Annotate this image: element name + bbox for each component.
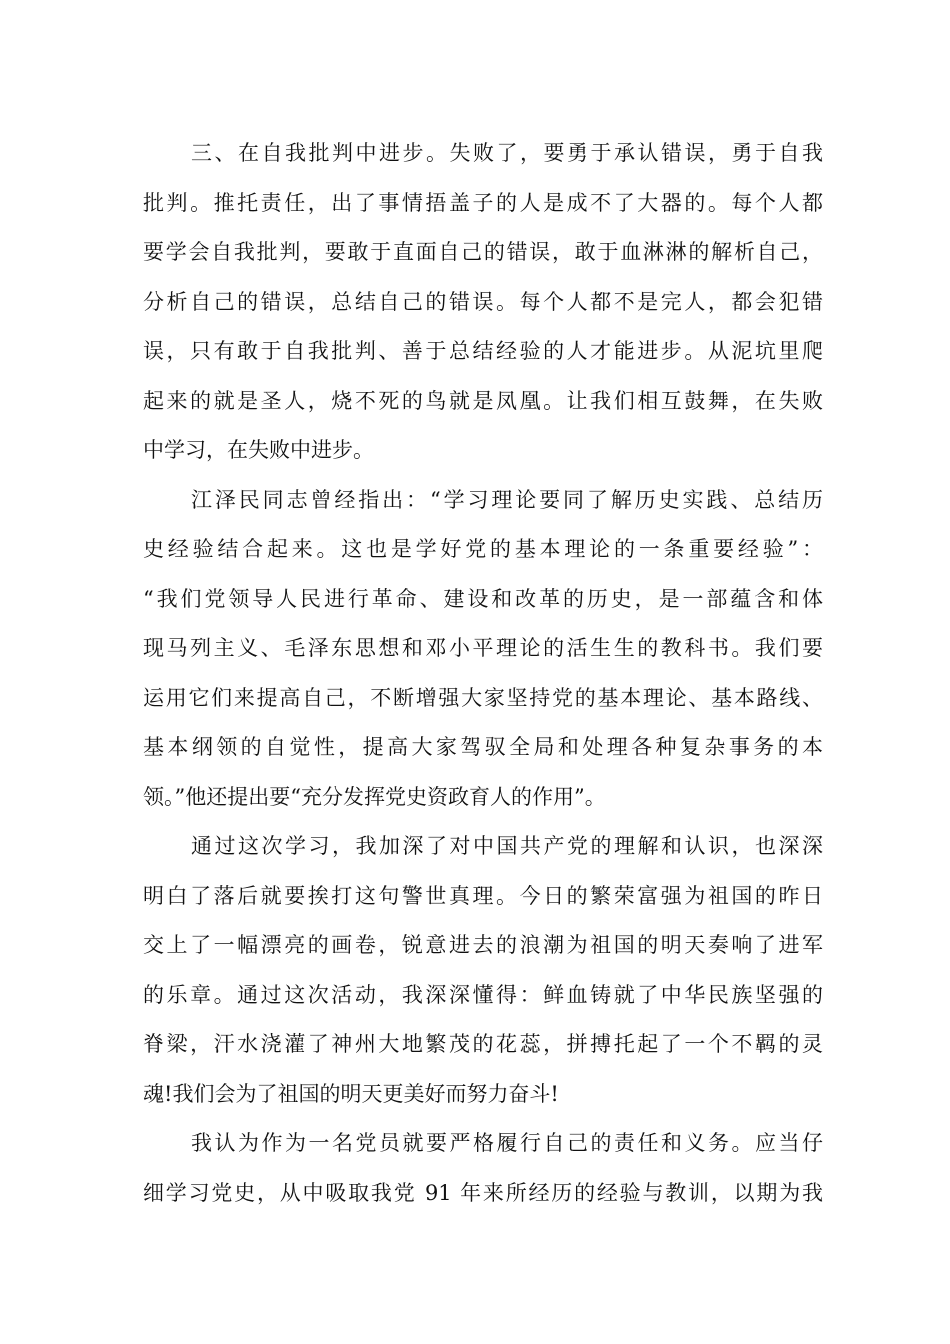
paragraph-line: 分析自己的错误，总结自己的错误。每个人都不是完人，都会犯错 [143,289,823,314]
paragraph-line: 细学习党史，从中吸取我党 91 年来所经历的经验与教训，以期为我 [143,1180,823,1205]
paragraph-study-reflection [143,822,823,1119]
paragraph-line: 现马列主义、毛泽东思想和邓小平理论的活生生的教科书。我们要 [143,636,823,660]
paragraph-line: 魂!我们会为了祖国的明天更美好而努力奋斗! [143,1081,559,1106]
paragraph-self-criticism [143,129,823,476]
paragraph-line: 的乐章。通过这次活动，我深深懂得：鲜血铸就了中华民族坚强的 [143,982,823,1007]
paragraph-line: 误，只有敢于自我批判、善于总结经验的人才能进步。从泥坑里爬 [143,339,823,363]
paragraph-line: 脊梁，汗水浇灌了神州大地繁茂的花蕊，拼搏托起了一个不羁的灵 [143,1032,823,1056]
paragraph-line: 我认为作为一名党员就要严格履行自己的责任和义务。应当仔 [191,1131,823,1155]
paragraph-line: 三、在自我批判中进步。失败了，要勇于承认错误，勇于自我 [191,141,823,165]
paragraph-line: 中学习，在失败中进步。 [143,438,374,462]
paragraph-line: 交上了一幅漂亮的画卷，锐意进去的浪潮为祖国的明天奏响了进军 [143,933,823,957]
paragraph-jiang-quote [143,476,823,823]
paragraph-party-member-duty [143,1119,823,1218]
document-body [143,129,823,1218]
paragraph-line: 起来的就是圣人，烧不死的鸟就是凤凰。让我们相互鼓舞，在失败 [143,388,823,413]
paragraph-line: 通过这次学习，我加深了对中国共产党的理解和认识，也深深 [191,834,823,858]
paragraph-line: 要学会自我批判，要敢于直面自己的错误，敢于血淋淋的解析自己， [143,240,823,264]
paragraph-line: 明白了落后就要挨打这句警世真理。今日的繁荣富强为祖国的昨日 [143,883,823,908]
paragraph-line: 江泽民同志曾经指出：“学习理论要同了解历史实践、总结历 [191,487,823,512]
paragraph-line: 运用它们来提高自己，不断增强大家坚持党的基本理论、基本路线、 [143,685,823,710]
paragraph-line: 史经验结合起来。这也是学好党的基本理论的一条重要经验”： [143,537,823,561]
paragraph-line: “我们党领导人民进行革命、建设和改革的历史，是一部蕴含和体 [143,586,823,611]
paragraph-line: 基本纲领的自觉性，提高大家驾驭全局和处理各种复杂事务的本 [143,735,823,759]
paragraph-line: 领。”他还提出要“充分发挥党史资政育人的作用”。 [143,784,606,809]
paragraph-line: 批判。推托责任，出了事情捂盖子的人是成不了大器的。每个人都 [143,190,823,215]
